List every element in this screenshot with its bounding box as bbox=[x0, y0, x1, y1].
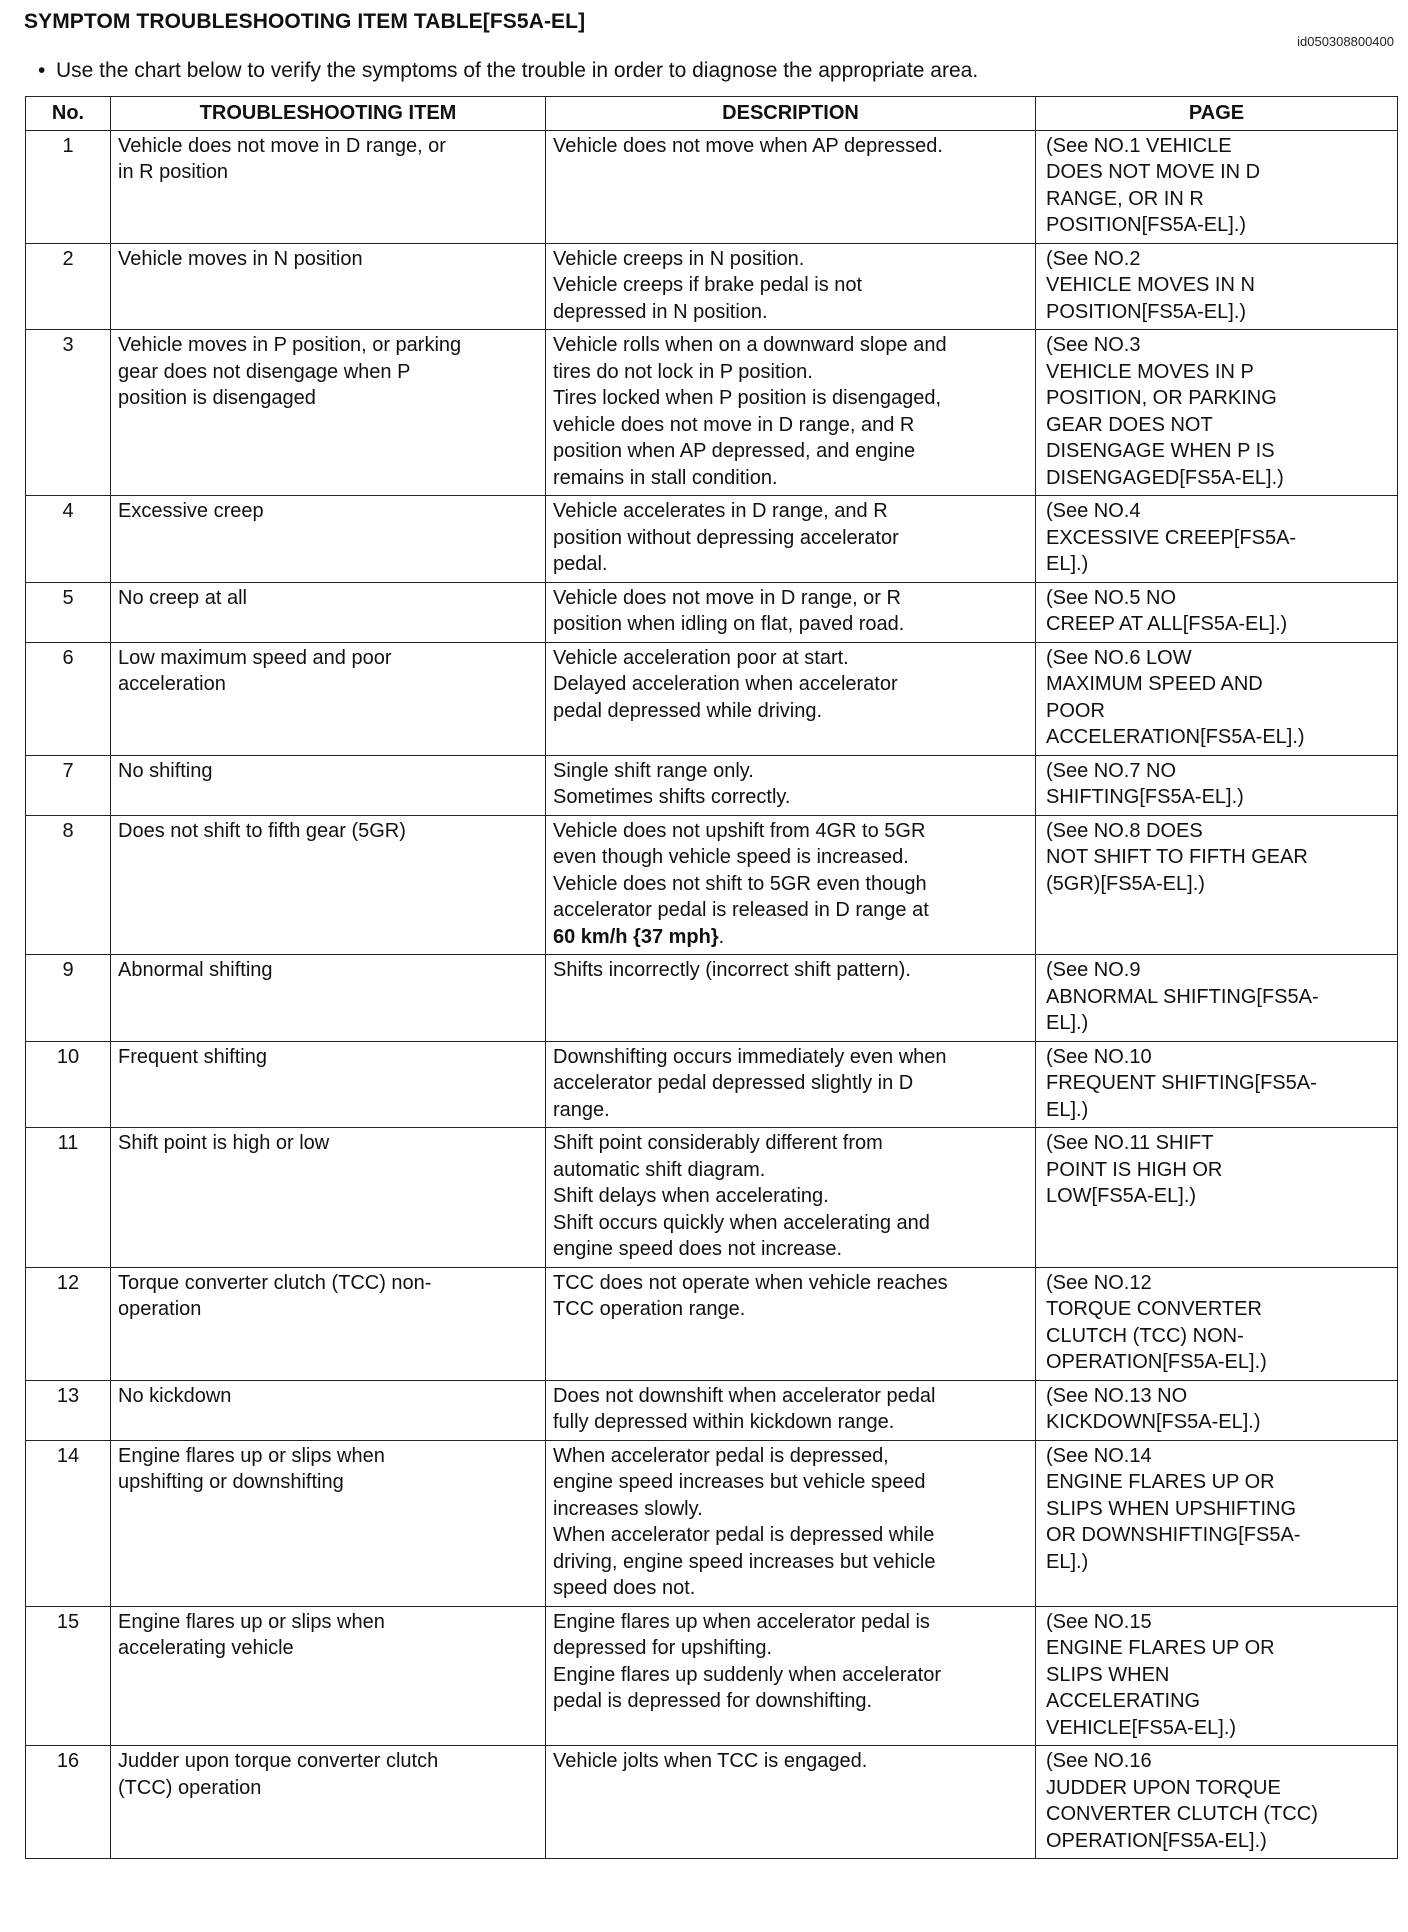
description-text: TCC does not operate when vehicle reaches TCC operation range. bbox=[553, 1271, 948, 1320]
row-number bbox=[26, 243, 111, 330]
troubleshooting-item-text: Engine flares up or slips when upshifting or downshifting bbox=[118, 1444, 385, 1493]
troubleshooting-item bbox=[111, 1746, 546, 1859]
page-reference[interactable] bbox=[1036, 1128, 1398, 1268]
troubleshooting-item bbox=[111, 1606, 546, 1746]
page-reference-text: (See NO.8 DOES NOT SHIFT TO FIFTH GEAR (5GR)[FS5A-EL].) bbox=[1046, 819, 1308, 895]
intro-text bbox=[38, 58, 978, 84]
page-reference[interactable] bbox=[1036, 130, 1398, 243]
troubleshooting-item-text: Vehicle moves in N position bbox=[118, 247, 363, 270]
description bbox=[546, 243, 1036, 330]
description-tail: . bbox=[718, 925, 725, 948]
description bbox=[546, 496, 1036, 583]
description bbox=[546, 130, 1036, 243]
page-reference-text: (See NO.11 SHIFT POINT IS HIGH OR LOW[FS5A-EL].) bbox=[1046, 1132, 1223, 1207]
troubleshooting-item-text: Judder upon torque converter clutch (TCC) operation bbox=[118, 1750, 439, 1799]
page-reference-text: (See NO.3 VEHICLE MOVES IN P POSITION, OR PARKING GEAR DOES NOT DISENGAGE WHEN P IS DISENGAGED[FS5A-EL].) bbox=[1046, 334, 1284, 489]
page-reference[interactable] bbox=[1036, 1267, 1398, 1380]
row-number-text: 16 bbox=[56, 1750, 80, 1772]
troubleshooting-item bbox=[111, 955, 546, 1042]
description-text: Vehicle jolts when TCC is engaged. bbox=[553, 1750, 868, 1772]
description bbox=[546, 1041, 1036, 1128]
page-reference[interactable] bbox=[1036, 1041, 1398, 1128]
troubleshooting-item bbox=[111, 1128, 546, 1268]
description bbox=[546, 815, 1036, 955]
page-reference-text: (See NO.1 VEHICLE DOES NOT MOVE IN D RANGE, OR IN R POSITION[FS5A-EL].) bbox=[1046, 134, 1261, 236]
page-reference-text: (See NO.13 NO KICKDOWN[FS5A-EL].) bbox=[1046, 1384, 1261, 1433]
description bbox=[546, 642, 1036, 755]
troubleshooting-item-text: Shift point is high or low bbox=[118, 1132, 330, 1154]
page-reference[interactable] bbox=[1036, 582, 1398, 642]
troubleshooting-item bbox=[111, 496, 546, 583]
page-reference-text: (See NO.5 NO CREEP AT ALL[FS5A-EL].) bbox=[1046, 586, 1288, 635]
page-reference-text: (See NO.15 ENGINE FLARES UP OR SLIPS WHEN ACCELERATING VEHICLE[FS5A-EL].) bbox=[1046, 1610, 1275, 1739]
description bbox=[546, 755, 1036, 815]
troubleshooting-item bbox=[111, 582, 546, 642]
table-row bbox=[26, 955, 1398, 1042]
row-number bbox=[26, 1041, 111, 1128]
troubleshooting-item bbox=[111, 1267, 546, 1380]
description-text: Does not downshift when accelerator pedal fully depressed within kickdown range. bbox=[553, 1384, 936, 1433]
page-reference[interactable] bbox=[1036, 243, 1398, 330]
row-number-text: 5 bbox=[62, 586, 74, 609]
row-number bbox=[26, 1380, 111, 1440]
row-number bbox=[26, 1606, 111, 1746]
page-reference-text: (See NO.2 VEHICLE MOVES IN N POSITION[FS5A-EL].) bbox=[1046, 247, 1255, 323]
description-text: Vehicle accelerates in D range, and R position without depressing accelerator pedal. bbox=[553, 500, 899, 575]
row-number-text: 4 bbox=[62, 500, 74, 522]
description-text: Vehicle rolls when on a downward slope and tires do not lock in P position. Tires locked when P position is disengaged, vehicle does not move in D range, and R position when AP depressed, and engine remains in stall condition. bbox=[553, 334, 947, 489]
troubleshooting-item-text: Does not shift to fifth gear (5GR) bbox=[118, 819, 406, 842]
row-number-text: 3 bbox=[62, 334, 74, 356]
table-row bbox=[26, 1440, 1398, 1606]
troubleshooting-item-text: No kickdown bbox=[118, 1384, 232, 1407]
table-row bbox=[26, 496, 1398, 583]
troubleshooting-item bbox=[111, 130, 546, 243]
row-number-text: 6 bbox=[62, 646, 74, 669]
troubleshooting-item bbox=[111, 1041, 546, 1128]
description-text: Shifts incorrectly (incorrect shift pattern). bbox=[553, 959, 911, 981]
page-reference[interactable] bbox=[1036, 496, 1398, 583]
row-number bbox=[26, 330, 111, 496]
description-text: When accelerator pedal is depressed, engine speed increases but vehicle speed increases slowly. When accelerator pedal is depressed while driving, engine speed increases but vehicle speed does not. bbox=[553, 1444, 936, 1599]
page-reference-text: (See NO.12 TORQUE CONVERTER CLUTCH (TCC) NON- OPERATION[FS5A-EL].) bbox=[1046, 1271, 1267, 1373]
header-page: PAGE bbox=[1036, 97, 1398, 131]
troubleshooting-item-text: Torque converter clutch (TCC) non- operation bbox=[118, 1271, 432, 1320]
row-number bbox=[26, 1440, 111, 1606]
troubleshooting-item-text: Abnormal shifting bbox=[118, 959, 273, 981]
row-number bbox=[26, 496, 111, 583]
table-row bbox=[26, 1041, 1398, 1128]
page-reference-text: (See NO.16 JUDDER UPON TORQUE CONVERTER CLUTCH (TCC) OPERATION[FS5A-EL].) bbox=[1046, 1750, 1318, 1852]
page-reference-text: (See NO.10 FREQUENT SHIFTING[FS5A- EL].) bbox=[1046, 1045, 1317, 1121]
row-number bbox=[26, 582, 111, 642]
description bbox=[546, 582, 1036, 642]
table-row bbox=[26, 642, 1398, 755]
description-text: Shift point considerably different from automatic shift diagram. Shift delays when accelerating. Shift occurs quickly when accelerating and engine speed does not increase. bbox=[553, 1132, 930, 1260]
troubleshooting-item bbox=[111, 642, 546, 755]
page-reference-text: (See NO.6 LOW MAXIMUM SPEED AND POOR ACCELERATION[FS5A-EL].) bbox=[1046, 646, 1305, 748]
page-reference-text: (See NO.14 ENGINE FLARES UP OR SLIPS WHEN UPSHIFTING OR DOWNSHIFTING[FS5A- EL].) bbox=[1046, 1444, 1301, 1573]
troubleshooting-item-text: Low maximum speed and poor acceleration bbox=[118, 646, 392, 695]
page-reference[interactable] bbox=[1036, 1606, 1398, 1746]
table-row bbox=[26, 582, 1398, 642]
table-row bbox=[26, 1746, 1398, 1859]
row-number bbox=[26, 755, 111, 815]
troubleshooting-item bbox=[111, 755, 546, 815]
row-number bbox=[26, 1128, 111, 1268]
table-row bbox=[26, 1128, 1398, 1268]
table-row bbox=[26, 130, 1398, 243]
description-text: Vehicle does not upshift from 4GR to 5GR even though vehicle speed is increased. Vehicle does not shift to 5GR even though accelerator pedal is released in D range at bbox=[553, 819, 929, 921]
description bbox=[546, 330, 1036, 496]
table-row bbox=[26, 243, 1398, 330]
troubleshooting-item-text: No creep at all bbox=[118, 586, 247, 609]
description bbox=[546, 955, 1036, 1042]
description bbox=[546, 1746, 1036, 1859]
troubleshooting-item bbox=[111, 815, 546, 955]
intro-sentence: Use the chart below to verify the symptoms of the trouble in order to diagnose the appropriate area. bbox=[56, 59, 979, 82]
row-number-text: 2 bbox=[62, 247, 74, 270]
description-text: Vehicle does not move when AP depressed. bbox=[553, 134, 943, 157]
row-number-text: 14 bbox=[56, 1444, 80, 1467]
description-text: Vehicle acceleration poor at start. Delayed acceleration when accelerator pedal depressed while driving. bbox=[553, 646, 898, 722]
description-text: Engine flares up when accelerator pedal is depressed for upshifting. Engine flares up suddenly when accelerator pedal is depressed for downshifting. bbox=[553, 1610, 942, 1712]
description bbox=[546, 1380, 1036, 1440]
table-row bbox=[26, 1380, 1398, 1440]
bullet-icon: • bbox=[38, 59, 46, 82]
troubleshooting-item-text: Vehicle does not move in D range, or in R position bbox=[118, 134, 446, 183]
document-id: id050308800400 bbox=[1297, 34, 1394, 49]
page-reference-text: (See NO.9 ABNORMAL SHIFTING[FS5A- EL].) bbox=[1046, 959, 1319, 1034]
table-header-row bbox=[26, 97, 1398, 131]
page-reference[interactable] bbox=[1036, 1746, 1398, 1859]
page-reference[interactable] bbox=[1036, 642, 1398, 755]
troubleshooting-item bbox=[111, 243, 546, 330]
page-reference[interactable] bbox=[1036, 815, 1398, 955]
row-number-text: 11 bbox=[57, 1132, 79, 1154]
table-row bbox=[26, 815, 1398, 955]
row-number bbox=[26, 815, 111, 955]
row-number-text: 1 bbox=[62, 134, 74, 157]
row-number-text: 13 bbox=[56, 1384, 80, 1407]
page-reference[interactable] bbox=[1036, 755, 1398, 815]
table-row bbox=[26, 755, 1398, 815]
troubleshooting-item bbox=[111, 1440, 546, 1606]
page-reference[interactable] bbox=[1036, 330, 1398, 496]
page-reference[interactable] bbox=[1036, 955, 1398, 1042]
description-text: Vehicle creeps in N position. Vehicle creeps if brake pedal is not depressed in N position. bbox=[553, 247, 863, 323]
troubleshooting-item-text: Engine flares up or slips when accelerating vehicle bbox=[118, 1610, 385, 1659]
description-text: Single shift range only. Sometimes shifts correctly. bbox=[553, 759, 791, 808]
table-row bbox=[26, 330, 1398, 496]
table-row bbox=[26, 1606, 1398, 1746]
description bbox=[546, 1606, 1036, 1746]
description bbox=[546, 1267, 1036, 1380]
page-reference[interactable] bbox=[1036, 1440, 1398, 1606]
row-number-text: 12 bbox=[56, 1271, 80, 1294]
speed-value: 60 km/h {37 mph} bbox=[553, 925, 719, 948]
row-number-text: 10 bbox=[56, 1045, 80, 1068]
row-number-text: 9 bbox=[62, 959, 74, 981]
header-no: No. bbox=[26, 97, 111, 131]
troubleshooting-item-text: Frequent shifting bbox=[118, 1045, 267, 1068]
row-number-text: 8 bbox=[62, 819, 74, 842]
description bbox=[546, 1440, 1036, 1606]
description-text: Downshifting occurs immediately even when accelerator pedal depressed slightly in D range. bbox=[553, 1045, 947, 1121]
header-description: DESCRIPTION bbox=[546, 97, 1036, 131]
row-number-text: 15 bbox=[56, 1610, 80, 1633]
header-item: TROUBLESHOOTING ITEM bbox=[111, 97, 546, 131]
troubleshooting-item bbox=[111, 1380, 546, 1440]
page-reference-text: (See NO.4 EXCESSIVE CREEP[FS5A- EL].) bbox=[1046, 500, 1297, 575]
troubleshooting-table bbox=[25, 96, 1398, 1859]
page-title: SYMPTOM TROUBLESHOOTING ITEM TABLE[FS5A-EL] bbox=[24, 10, 586, 33]
troubleshooting-item-text: No shifting bbox=[118, 759, 213, 782]
row-number bbox=[26, 130, 111, 243]
row-number bbox=[26, 1267, 111, 1380]
row-number-text: 7 bbox=[62, 759, 74, 782]
page-reference-text: (See NO.7 NO SHIFTING[FS5A-EL].) bbox=[1046, 759, 1244, 808]
troubleshooting-item-text: Vehicle moves in P position, or parking gear does not disengage when P position is disengaged bbox=[118, 334, 462, 409]
troubleshooting-item-text: Excessive creep bbox=[118, 500, 264, 522]
troubleshooting-item bbox=[111, 330, 546, 496]
table-row bbox=[26, 1267, 1398, 1380]
description bbox=[546, 1128, 1036, 1268]
row-number bbox=[26, 1746, 111, 1859]
description-text: Vehicle does not move in D range, or R position when idling on flat, paved road. bbox=[553, 586, 905, 635]
page-reference[interactable] bbox=[1036, 1380, 1398, 1440]
row-number bbox=[26, 642, 111, 755]
row-number bbox=[26, 955, 111, 1042]
